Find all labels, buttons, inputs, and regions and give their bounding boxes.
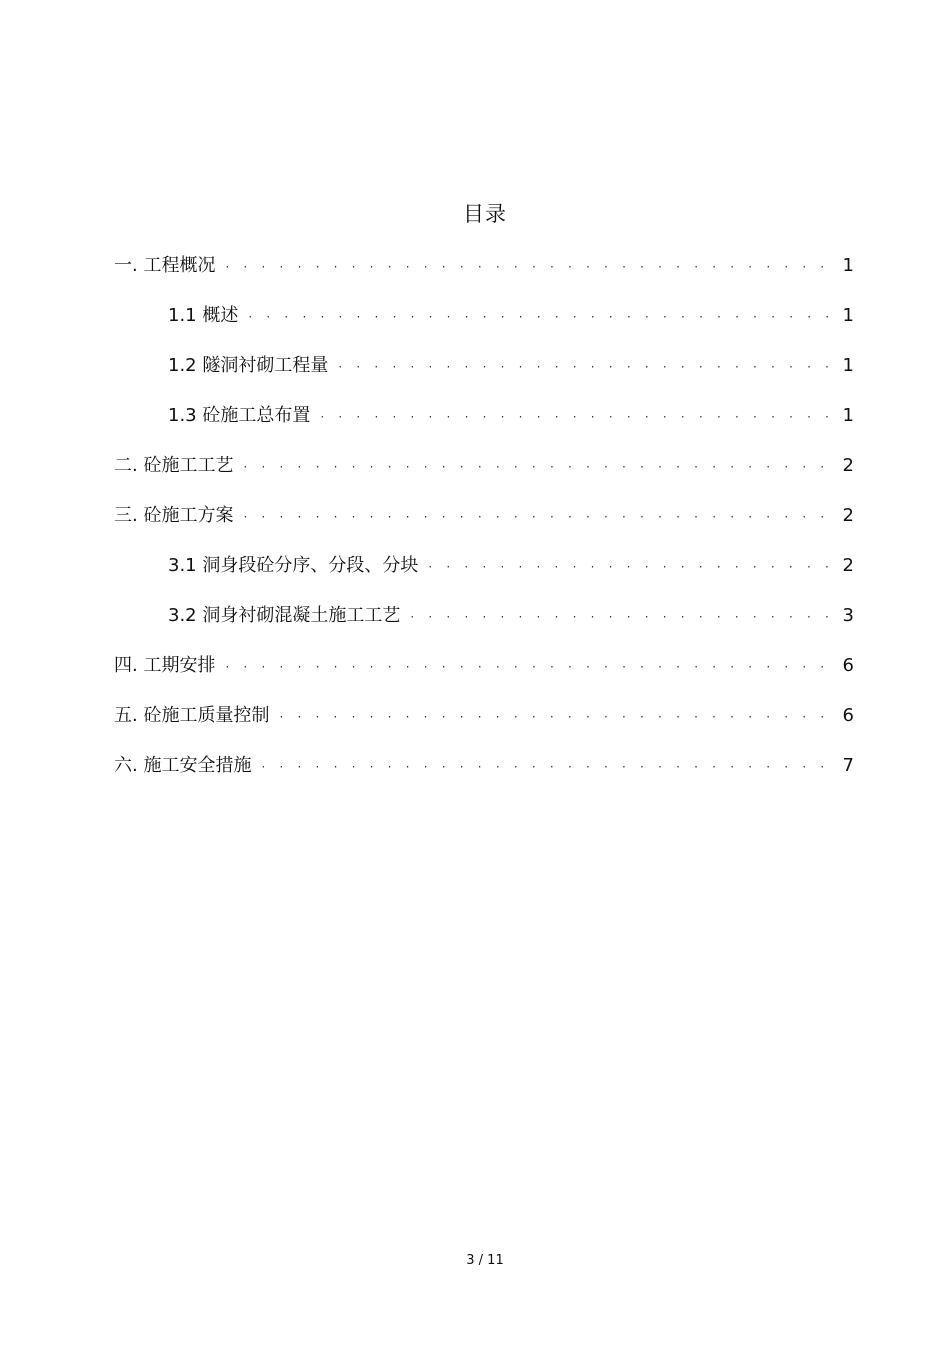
page-number: 3 / 11 [466, 1253, 504, 1268]
dot-leader [320, 399, 830, 435]
toc-entry-label: 六. 施工安全措施 [114, 755, 252, 776]
toc-entry[interactable] [168, 598, 950, 648]
toc-entry[interactable] [114, 448, 950, 498]
toc-entry-label: 一. 工程概况 [114, 255, 216, 276]
toc-entry-label: 二. 砼施工工艺 [114, 455, 234, 476]
toc-entry-label: 三. 砼施工方案 [114, 505, 234, 526]
toc-entry-label: 1.2 隧洞衬砌工程量 [168, 355, 329, 376]
toc-entry-page: 6 [842, 705, 854, 726]
toc-entry-label: 1.1 概述 [168, 305, 239, 326]
dot-leader [410, 599, 830, 635]
dot-leader [338, 349, 830, 385]
dot-leader [243, 499, 830, 535]
toc-entry[interactable] [114, 748, 950, 798]
toc-entry[interactable] [114, 498, 950, 548]
dot-leader [243, 449, 830, 485]
toc-title: 目录 [463, 202, 507, 226]
toc-entry[interactable] [114, 648, 950, 698]
toc-entry-page: 3 [842, 605, 854, 626]
dot-leader [225, 249, 830, 285]
toc-entry-label: 四. 工期安排 [114, 655, 216, 676]
toc-entry-label: 五. 砼施工质量控制 [114, 705, 270, 726]
toc-entry[interactable] [114, 248, 950, 298]
dot-leader [261, 749, 830, 785]
table-of-contents [0, 248, 950, 798]
dot-leader [225, 649, 830, 685]
toc-entry-page: 1 [842, 355, 854, 376]
toc-entry-page: 2 [842, 505, 854, 526]
toc-entry[interactable] [168, 548, 950, 598]
toc-entry[interactable] [114, 698, 950, 748]
toc-entry-page: 1 [842, 405, 854, 426]
toc-entry-page: 1 [842, 255, 854, 276]
toc-entry[interactable] [168, 298, 950, 348]
toc-entry-page: 1 [842, 305, 854, 326]
toc-entry-page: 2 [842, 555, 854, 576]
toc-entry[interactable] [168, 348, 950, 398]
toc-entry-page: 7 [842, 755, 854, 776]
dot-leader [428, 549, 830, 585]
toc-entry-page: 6 [842, 655, 854, 676]
toc-entry-label: 1.3 砼施工总布置 [168, 405, 311, 426]
toc-entry-page: 2 [842, 455, 854, 476]
toc-entry-label: 3.1 洞身段砼分序、分段、分块 [168, 555, 419, 576]
toc-entry-label: 3.2 洞身衬砌混凝土施工工艺 [168, 605, 401, 626]
dot-leader [248, 299, 830, 335]
toc-entry[interactable] [168, 398, 950, 448]
dot-leader [279, 699, 830, 735]
